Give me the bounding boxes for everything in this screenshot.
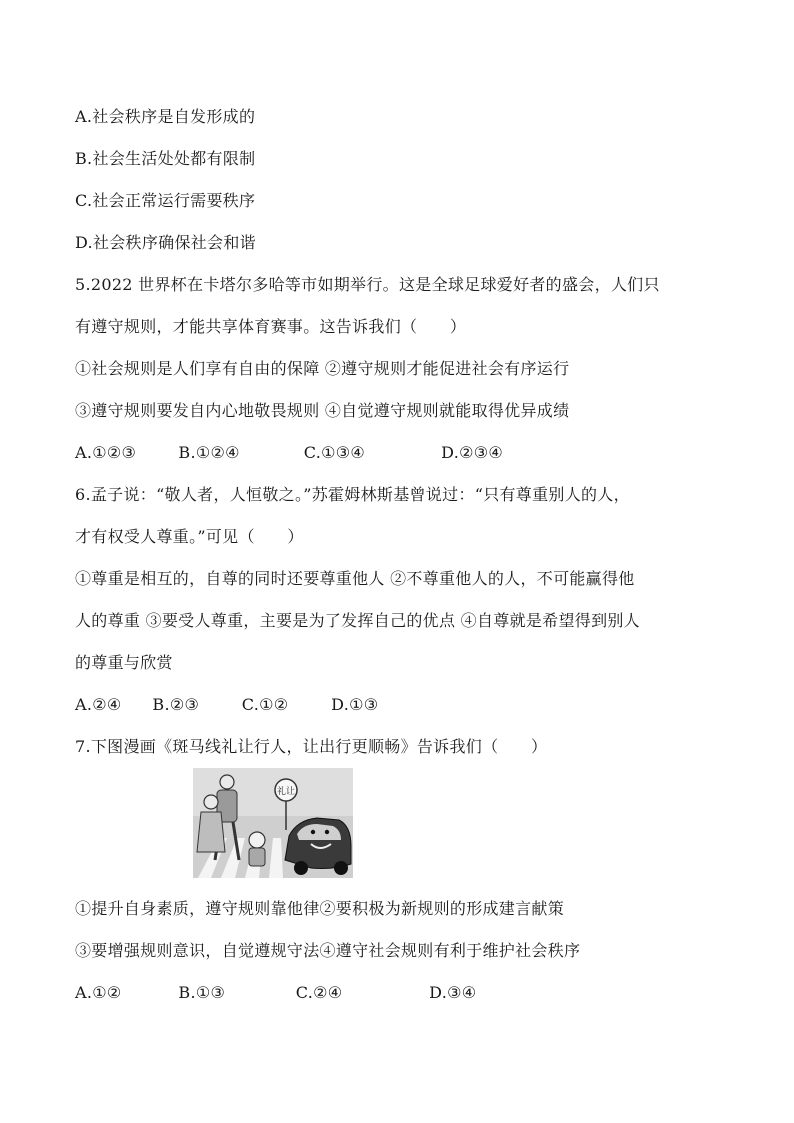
q7-choice-c: C.②④	[295, 983, 343, 1002]
q6-stem-line-1: 6.孟子说：“敬人者，人恒敬之。”苏霍姆林斯基曾说过：“只有尊重别人的人，	[75, 485, 630, 504]
q7-statements-line-1: ①提升自身素质，遵守规则靠他律②要积极为新规则的形成建言献策	[75, 899, 565, 918]
sign-text: 礼让	[276, 787, 296, 797]
q5-stem-line-2: 有遵守规则，才能共享体育赛事。这告诉我们（ ）	[75, 317, 467, 336]
q7-choices	[75, 982, 725, 1004]
q5-choice-d: D.②③④	[441, 443, 504, 462]
q5-statements-line-1: ①社会规则是人们享有自由的保障 ②遵守规则才能促进社会有序运行	[75, 359, 570, 378]
q4-option-d: D.社会秩序确保社会和谐	[75, 233, 256, 252]
q7-statements-line-2: ③要增强规则意识，自觉遵规守法④遵守社会规则有利于维护社会秩序	[75, 941, 581, 960]
q7-choice-b: B.①③	[178, 983, 226, 1002]
q7-stem: 7.下图漫画《斑马线礼让行人，让出行更顺畅》告诉我们（ ）	[75, 737, 548, 756]
q6-choice-b: B.②③	[152, 695, 200, 714]
q5-statements-line-2: ③遵守规则要发自内心地敬畏规则 ④自觉遵守规则就能取得优异成绩	[75, 401, 570, 420]
q4-option-b: B.社会生活处处都有限制	[75, 149, 256, 168]
q6-statements-line-3: 的尊重与欣赏	[75, 653, 173, 672]
q6-statements-line-2: 人的尊重 ③要受人尊重，主要是为了发挥自己的优点 ④自尊就是希望得到别人	[75, 611, 640, 630]
zebra-crossing-cartoon	[193, 768, 353, 878]
q6-choices	[75, 694, 725, 716]
q5-choice-b: B.①②④	[178, 443, 240, 462]
q6-choice-c: C.①②	[241, 695, 289, 714]
q5-choice-c: C.①③④	[303, 443, 366, 462]
q4-option-a: A.社会秩序是自发形成的	[75, 107, 256, 126]
q5-stem-line-1: 5.2022 世界杯在卡塔尔多哈等市如期举行。这是全球足球爱好者的盛会，人们只	[75, 275, 660, 294]
q5-choice-a: A.①②③	[75, 443, 137, 462]
q6-stem-line-2: 才有权受人尊重。”可见（ ）	[75, 527, 304, 546]
q5-choices	[75, 442, 725, 464]
q6-choice-a: A.②④	[75, 695, 122, 714]
q6-choice-d: D.①③	[331, 695, 379, 714]
q4-option-c: C.社会正常运行需要秩序	[75, 191, 256, 210]
q7-choice-d: D.③④	[429, 983, 477, 1002]
q6-statements-line-1: ①尊重是相互的，自尊的同时还要尊重他人 ②不尊重他人的人，不可能赢得他	[75, 569, 635, 588]
q7-choice-a: A.①②	[75, 983, 122, 1002]
